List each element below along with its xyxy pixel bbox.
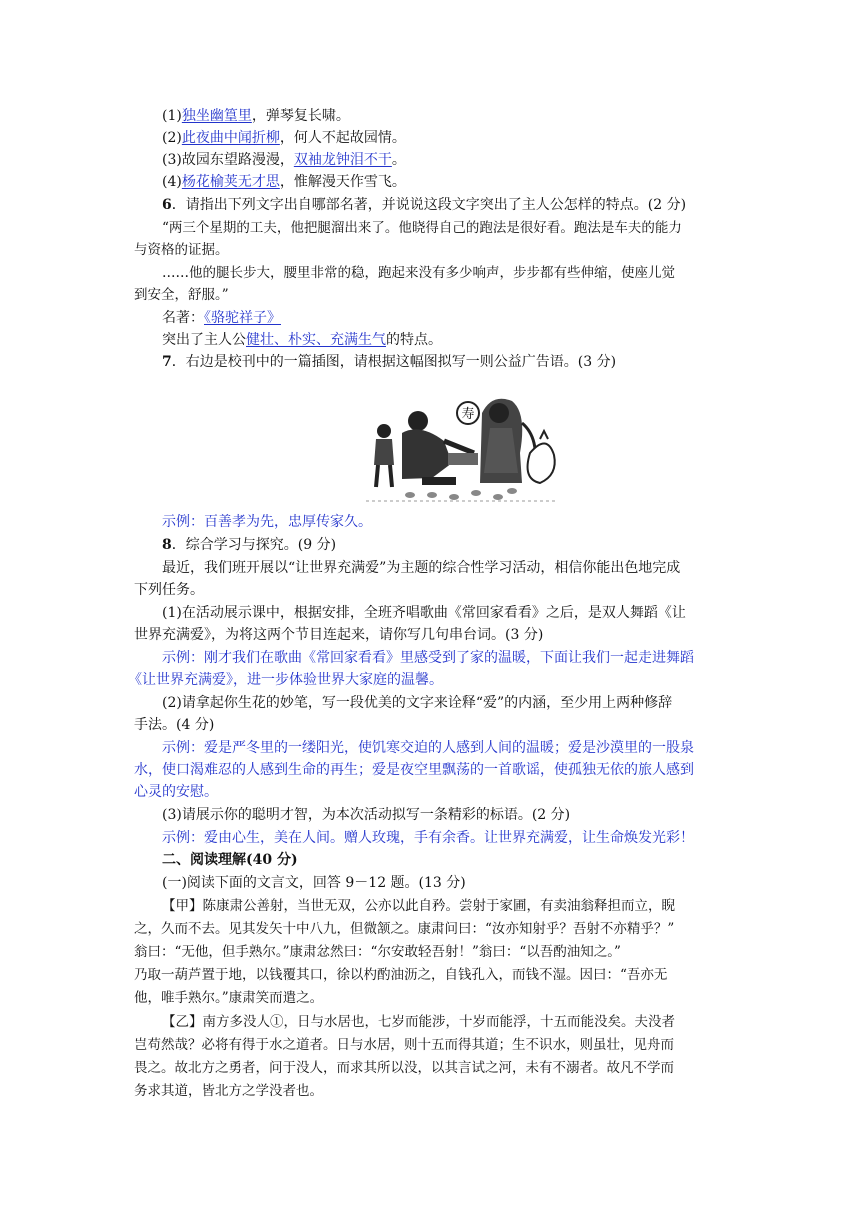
q6-quote-line-3: ……他的腿长步大，腰里非常的稳，跑起来没有多少响声，步步都有些伸缩，使座儿觉 (162, 265, 675, 281)
passage-jia-3: 翁曰：“无他，但手熟尔。”康肃忿然曰：“尔安敢轻吾射！”翁曰：“以吾酌油知之。” (134, 944, 621, 960)
q8-title: 8．综合学习与探究。(9 分) (162, 537, 337, 553)
passage-jia-4: 乃取一葫芦置于地，以钱覆其口，徐以杓酌油沥之，自钱孔入，而钱不湿。因曰：“吾亦无 (134, 967, 668, 983)
passage-yi-4: 务求其道，皆北方之学没者也。 (134, 1083, 323, 1099)
answer-underline: 独坐幽篁里 (181, 108, 252, 124)
q5-line-4: (4)杨花榆荚无才思，惟解漫天作雪飞。 (162, 174, 406, 190)
q6-book-answer: 名著：《骆驼祥子》 (162, 310, 281, 326)
q5-line-2: (2)此夜曲中闻折柳，何人不起故园情。 (162, 130, 406, 146)
q8-answer2-2: 水，使口渴难忍的人感到生命的再生；爱是夜空里飘荡的一首歌谣，使孤独无依的旅人感到 (134, 762, 694, 778)
q6-quote-line-4: 到安全，舒服。” (134, 287, 229, 303)
family-illustration (362, 383, 562, 505)
q8-answer2-1: 示例：爱是严冬里的一缕阳光，使饥寒交迫的人感到人间的温暖；爱是沙漠里的一股泉 (162, 740, 694, 756)
q8-answer3: 示例：爱由心生，美在人间。赠人玫瑰，手有余香。让世界充满爱，让生命焕发光彩！ (162, 830, 694, 846)
q7-prompt: 7．右边是校刊中的一篇插图，请根据这幅图拟写一则公益广告语。(3 分) (162, 354, 617, 370)
q8-answer2-3: 心灵的安慰。 (134, 784, 218, 800)
longevity-character: 寿 (461, 407, 475, 422)
passage-jia-5: 他，唯手熟尔。”康肃笑而遣之。 (134, 990, 324, 1006)
q8-intro-1: 最近，我们班开展以“让世界充满爱”为主题的综合性学习活动，相信你能出色地完成 (162, 560, 681, 576)
q8-intro-2: 下列任务。 (134, 582, 204, 598)
section-2-title: 二、阅读理解(40 分) (162, 852, 298, 868)
passage-yi-1: 【乙】南方多没人①，日与水居也，七岁而能涉，十岁而能浮，十五而能没矣。夫没者 (162, 1014, 675, 1030)
q8-answer1-1: 示例：刚才我们在歌曲《常回家看看》里感受到了家的温暖，下面让我们一起走进舞蹈 (162, 650, 694, 666)
q6-quote-line-1: “两三个星期的工夫，他把腿溜出来了。他晓得自己的跑法是很好看。跑法是车夫的能力 (162, 220, 682, 236)
q8-part3: (3)请展示你的聪明才智，为本次活动拟写一条精彩的标语。(2 分) (162, 807, 571, 823)
answer-underline: 健壮、朴实、充满生气 (246, 332, 386, 348)
passage-yi-2: 岂苟然哉？必将有得于水之道者。日与水居，则十五而得其道；生不识水，则虽壮，见舟而 (134, 1037, 674, 1053)
q6-trait-answer: 突出了主人公健壮、朴实、充满生气的特点。 (162, 332, 442, 348)
q5-line-3: (3)故园东望路漫漫，双袖龙钟泪不干。 (162, 152, 406, 168)
section-2-subtitle: (一)阅读下面的文言文，回答 9－12 题。(13 分) (162, 875, 466, 891)
passage-jia-1: 【甲】陈康肃公善射，当世无双，公亦以此自矜。尝射于家圃，有卖油翁释担而立，睨 (162, 898, 675, 914)
q7-answer: 示例：百善孝为先，忠厚传家久。 (162, 514, 372, 530)
q8-part1-1: (1)在活动展示课中，根据安排，全班齐唱歌曲《常回家看看》之后，是双人舞蹈《让 (162, 605, 686, 621)
answer-underline: 双袖龙钟泪不干 (293, 152, 392, 168)
q6-prompt: 6．请指出下列文字出自哪部名著，并说说这段文字突出了主人公怎样的特点。(2 分) (162, 197, 687, 213)
q8-part2-1: (2)请拿起你生花的妙笔，写一段优美的文字来诠释“爱”的内涵，至少用上两种修辞 (162, 695, 673, 711)
answer-underline: 此夜曲中闻折柳 (181, 130, 280, 146)
answer-underline: 杨花榆荚无才思 (181, 174, 280, 190)
passage-yi-3: 畏之。故北方之勇者，问于没人，而求其所以没，以其言试之河，未有不溺者。故凡不学而 (134, 1060, 674, 1076)
q8-part1-2: 世界充满爱》，为将这两个节目连起来，请你写几句串台词。(3 分) (134, 627, 544, 643)
q8-answer1-2: 《让世界充满爱》，进一步体验世界大家庭的温馨。 (128, 672, 443, 688)
answer-underline: 《骆驼祥子》 (204, 310, 281, 326)
q5-line-1: (1)独坐幽篁里，弹琴复长啸。 (162, 108, 350, 124)
q8-part2-2: 手法。(4 分) (134, 717, 215, 733)
passage-jia-2: 之，久而不去。见其发矢十中八九，但微颔之。康肃问曰：“汝亦知射乎？吾射不亦精乎？” (134, 921, 675, 937)
q6-quote-line-2: 与资格的证据。 (134, 242, 229, 258)
